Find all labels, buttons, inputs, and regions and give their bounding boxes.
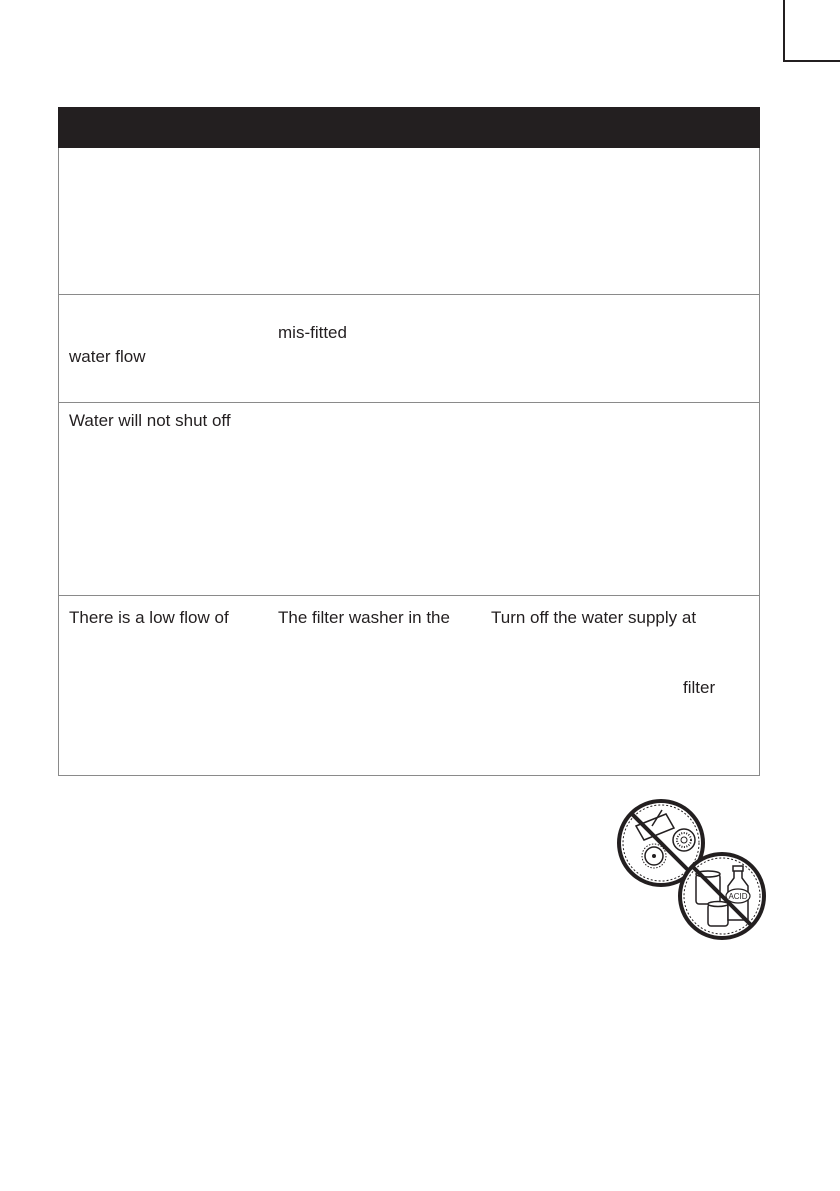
no-acid-cleaners-icon [680,854,764,938]
table-row [59,148,759,294]
problem-cell: water flow [69,347,146,366]
cause-cell: The filter washer in the [278,608,450,627]
warning-icons [612,796,768,942]
problem-cell: Water will not shut off [69,411,231,430]
troubleshooting-table [58,107,760,776]
cause-cell: mis-fitted [278,323,347,342]
solution-cell-fragment: filter [683,678,716,697]
table-row [59,294,759,402]
table-body [58,148,760,776]
problem-cell: There is a low flow of [69,608,229,627]
solution-cell: Turn off the water supply at [491,608,697,627]
acid-label: ACID [728,892,748,901]
table-row [59,595,759,775]
table-header [58,107,760,148]
table-row [59,402,759,595]
